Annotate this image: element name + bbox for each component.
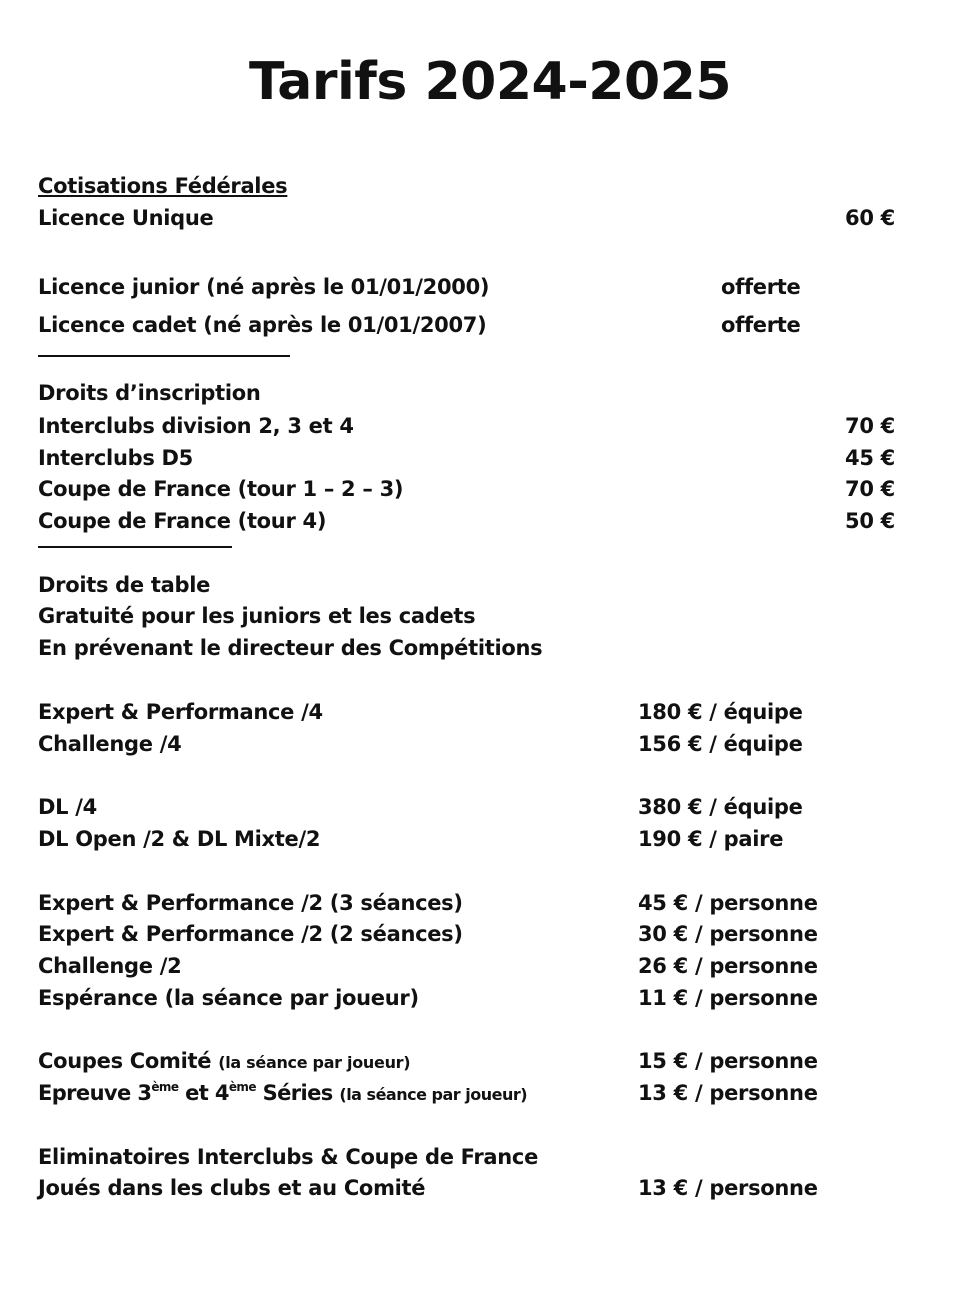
label: Coupes Comité — [38, 1049, 212, 1073]
row-price: 45 € / personne — [638, 891, 818, 915]
row-price: 26 € / personne — [638, 954, 818, 978]
row-price: 60 € — [845, 206, 895, 230]
row-label: DL Open /2 & DL Mixte/2 — [38, 827, 321, 851]
row-label: Licence cadet (né après le 01/01/2007) — [38, 313, 487, 337]
row-price: 380 € / équipe — [638, 795, 803, 819]
row-label: Licence Unique — [38, 206, 214, 230]
row-price: offerte — [721, 275, 801, 299]
row-label: Interclubs division 2, 3 et 4 — [38, 414, 354, 438]
row-price: 13 € / personne — [638, 1176, 818, 1200]
section-heading-table: Droits de table — [38, 573, 211, 597]
row-label-epreuve — [38, 1080, 527, 1108]
note: En prévenant le directeur des Compétitions — [38, 636, 543, 660]
row-price: 30 € / personne — [638, 922, 818, 946]
note: (la séance par joueur) — [218, 1053, 411, 1072]
section-heading-federal: Cotisations Fédérales — [38, 174, 288, 198]
note: (la séance par joueur) — [339, 1085, 528, 1104]
row-label: Interclubs D5 — [38, 446, 193, 470]
section-heading-inscription: Droits d’inscription — [38, 381, 261, 405]
row-price: 190 € / paire — [638, 827, 784, 851]
divider — [38, 355, 290, 357]
note: Gratuité pour les juniors et les cadets — [38, 604, 476, 628]
row-price: 45 € — [845, 446, 895, 470]
row-label: Licence junior (né après le 01/01/2000) — [38, 275, 490, 299]
row-price: 70 € — [845, 414, 895, 438]
row-price: 13 € / personne — [638, 1081, 818, 1105]
row-label: Expert & Performance /2 (2 séances) — [38, 922, 463, 946]
row-price: 50 € — [845, 509, 895, 533]
label: Séries — [255, 1081, 333, 1105]
row-price: 180 € / équipe — [638, 700, 803, 724]
section-heading-eliminatoires: Eliminatoires Interclubs & Coupe de France — [38, 1145, 539, 1169]
row-label-coupes — [38, 1048, 410, 1076]
superscript: ème — [151, 1080, 179, 1094]
row-label: Expert & Performance /2 (3 séances) — [38, 891, 463, 915]
row-price: 156 € / équipe — [638, 732, 803, 756]
divider — [38, 546, 232, 548]
row-label: Coupe de France (tour 4) — [38, 509, 327, 533]
row-price: 11 € / personne — [638, 986, 818, 1010]
row-label: Espérance (la séance par joueur) — [38, 986, 419, 1010]
row-label: Challenge /2 — [38, 954, 182, 978]
row-price: offerte — [721, 313, 801, 337]
label: et 4 — [178, 1081, 229, 1105]
row-label: Coupe de France (tour 1 – 2 – 3) — [38, 477, 404, 501]
page-title: Tarifs 2024-2025 — [248, 52, 732, 112]
row-price: 15 € / personne — [638, 1049, 818, 1073]
row-label: Challenge /4 — [38, 732, 182, 756]
superscript: ème — [228, 1080, 256, 1094]
row-label: DL /4 — [38, 795, 97, 819]
label: Epreuve 3 — [38, 1081, 152, 1105]
row-label: Joués dans les clubs et au Comité — [38, 1176, 426, 1200]
row-label: Expert & Performance /4 — [38, 700, 323, 724]
row-price: 70 € — [845, 477, 895, 501]
